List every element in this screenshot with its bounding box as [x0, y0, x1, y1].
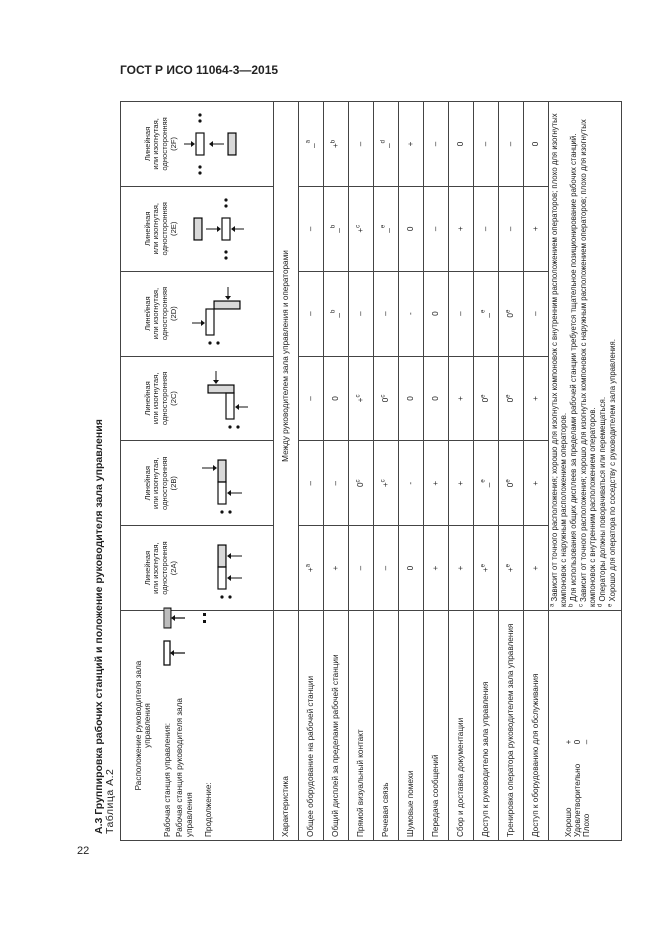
table-row [299, 102, 324, 841]
rating-value: 0 [431, 311, 441, 316]
rating-cell [424, 102, 449, 187]
legend-workstation-label: Рабочая станция управления: [162, 722, 172, 837]
supervisor-symbol-icon [161, 602, 187, 632]
rating-value: 0 [506, 397, 516, 403]
rating-value: – [306, 480, 316, 486]
rating-cell [399, 356, 424, 441]
footnote-mark: e [505, 394, 512, 398]
row-label: Прямой визуальный контакт [349, 611, 374, 841]
row-label: Общий дисплей за пределами рабочей станции [324, 611, 349, 841]
rating-cell [499, 186, 524, 271]
rating-value: _ [381, 143, 391, 148]
legend-supervisor-label: Рабочая станция руководителя зала управления [175, 698, 194, 837]
rating-value: 0 [381, 397, 391, 403]
head-label: Расположение руководителя зала управления [134, 660, 153, 791]
footnote [550, 105, 568, 607]
table-row [449, 102, 474, 841]
rating-cell [349, 356, 374, 441]
table-row [399, 102, 424, 841]
rating-value: _ [331, 313, 341, 318]
layout-2d-icon [180, 279, 250, 349]
rating-cell [299, 186, 324, 271]
legend-notes-row [549, 102, 622, 841]
rating-cell [324, 441, 349, 526]
footnote-mark: e [505, 309, 512, 313]
rating-value: 0 [431, 396, 441, 401]
legend-ok-label: Удовлетворительно [573, 763, 583, 837]
rating-cell [349, 271, 374, 356]
rating-cell [374, 271, 399, 356]
rating-cell [449, 441, 474, 526]
rating-cell [399, 186, 424, 271]
rating-cell [499, 526, 524, 611]
rating-legend [549, 611, 622, 841]
rating-value: + [481, 567, 491, 573]
rating-cell [299, 441, 324, 526]
table-row [424, 102, 449, 841]
rating-cell [524, 526, 549, 611]
footnote-mark: a [549, 603, 556, 607]
rating-value: + [406, 141, 416, 147]
rating-cell [474, 102, 499, 187]
rating-value: + [456, 480, 466, 486]
footnote-mark: b [330, 309, 337, 313]
table-body [299, 102, 549, 841]
rating-value: – [306, 396, 316, 401]
footnote-mark: e [505, 479, 512, 483]
rating-value: + [331, 143, 341, 148]
rating-value: 0 [506, 313, 516, 318]
table-row [349, 102, 374, 841]
rating-value: – [356, 565, 366, 571]
rating-value: – [531, 311, 541, 316]
rating-cell [449, 271, 474, 356]
rating-cell [524, 186, 549, 271]
rating-value: 0 [531, 141, 541, 147]
rating-cell [524, 356, 549, 441]
rating-value: 0 [406, 226, 416, 232]
rating-value: + [456, 226, 466, 232]
rating-cell [424, 186, 449, 271]
rating-cell [499, 441, 524, 526]
legend-bad-symbol: – [582, 739, 592, 745]
footnote-mark: b [330, 224, 337, 229]
rating-value: – [306, 226, 316, 232]
rating-cell [374, 526, 399, 611]
legend-bad-label: Плохо [582, 813, 592, 837]
footnote-mark: c [578, 604, 585, 607]
rating-cell [449, 526, 474, 611]
section-title: А.3 Группировка рабочих станций и положение руководителя зала управления [93, 419, 105, 834]
rating-cell [349, 441, 374, 526]
footnote-mark: c [380, 394, 387, 398]
rating-value: 0 [406, 565, 416, 571]
rating-cell [399, 102, 424, 187]
rating-value: 0 [506, 482, 516, 488]
rating-cell [349, 186, 374, 271]
rating-value: – [331, 480, 341, 486]
footnote-mark: e [480, 394, 487, 398]
rating-cell [299, 102, 324, 187]
table-row [499, 102, 524, 841]
footnote-mark: b [568, 603, 575, 607]
rating-cell [474, 526, 499, 611]
rating-cell [374, 102, 399, 187]
column-header-2a: Линейная или изогнутая, односторонняя (2A) [121, 526, 274, 611]
footnote-mark: e [480, 564, 487, 568]
row-label: Речевая связь [374, 611, 399, 841]
legend-ok-symbol: 0 [573, 739, 583, 745]
rating-value: + [531, 396, 541, 401]
rating-cell [349, 102, 374, 187]
legend-good-symbol: + [564, 739, 573, 745]
rating-cell [424, 441, 449, 526]
column-header-2b: Линейная или изогнутая, односторонняя (2B) [121, 441, 274, 526]
rating-value: _ [331, 228, 341, 233]
continuation-symbol-icon [201, 610, 211, 624]
characteristic-label: Характеристика [274, 611, 299, 841]
rating-value: – [356, 141, 366, 147]
rating-cell [499, 102, 524, 187]
rating-value: – [381, 311, 391, 316]
table-label: Таблица А.2 [104, 768, 116, 834]
rating-value: _ [481, 313, 491, 318]
rating-value: + [331, 565, 341, 571]
rating-cell [374, 186, 399, 271]
column-header-2e: Линейная или изогнутая, односторонняя (2E) [121, 186, 274, 271]
rating-value: + [306, 567, 316, 573]
rating-cell [324, 526, 349, 611]
footnote-mark: c [355, 224, 362, 228]
rating-value: – [356, 311, 366, 316]
table-header-row [121, 102, 274, 841]
layout-2a-icon [180, 533, 250, 603]
rating-value: – [506, 141, 516, 147]
rating-cell [374, 356, 399, 441]
row-label: Передача сообщений [424, 611, 449, 841]
rating-cell [474, 271, 499, 356]
rating-value: + [431, 565, 441, 571]
document-header: ГОСТ Р ИСО 11064-3—2015 [120, 63, 279, 77]
footnote-mark: d [597, 603, 604, 607]
rating-value: + [356, 397, 366, 403]
rating-cell [299, 526, 324, 611]
legend-good-label: Хорошо [564, 807, 573, 837]
page-number: 22 [77, 845, 90, 857]
rating-cell [449, 186, 474, 271]
grouping-table [120, 101, 622, 841]
rating-cell [524, 441, 549, 526]
rating-value: - [406, 481, 416, 485]
footnote [579, 105, 597, 607]
rating-value: – [506, 226, 516, 232]
layout-2e-icon [180, 194, 250, 264]
rating-value: + [456, 396, 466, 401]
rating-cell [474, 356, 499, 441]
footnote-text: Зависит от точного расположения; хорошо для изогнутых компоновок с наружным расположением операторов; плохо для изогнутых компоновок с внутренним расположением операторов. [579, 119, 598, 607]
characteristic-row [274, 102, 299, 841]
rating-cell [474, 441, 499, 526]
footnote-text: Для использования общих дисплеев за пределами рабочей станции требуется тщательное позиционирование рабочих станций. [569, 133, 579, 602]
rating-value: _ [381, 228, 391, 233]
rating-cell [524, 271, 549, 356]
rating-cell [424, 356, 449, 441]
table-row [524, 102, 549, 841]
row-label: Шумовые помехи [399, 611, 424, 841]
footnote-mark: e [480, 479, 487, 483]
footnote [569, 105, 578, 607]
footnote-mark: e [607, 603, 614, 607]
footnotes [549, 102, 622, 611]
rating-value: 0 [406, 396, 416, 401]
footnote-mark: e [505, 564, 512, 568]
rating-value: – [481, 226, 491, 232]
rating-cell [424, 271, 449, 356]
rating-cell [449, 102, 474, 187]
rating-value: 0 [481, 397, 491, 403]
rating-value: – [481, 141, 491, 147]
layout-2b-icon [180, 448, 250, 518]
rating-cell [299, 271, 324, 356]
footnote [608, 105, 617, 607]
rating-value: + [531, 565, 541, 571]
rating-value: – [431, 141, 441, 147]
rating-cell [399, 441, 424, 526]
footnote-mark: d [380, 139, 387, 144]
rating-value: + [506, 567, 516, 573]
rating-value: – [381, 565, 391, 571]
rating-value: – [431, 226, 441, 232]
footnote-mark: b [330, 139, 337, 144]
footnote-mark: e [480, 309, 487, 313]
table-row [374, 102, 399, 841]
footnote-mark: c [355, 479, 362, 483]
row-label: Сбор и доставка документации [449, 611, 474, 841]
rotated-table-container [120, 101, 618, 841]
rating-cell [324, 271, 349, 356]
rating-value: - [406, 312, 416, 315]
rating-cell [499, 356, 524, 441]
layout-header-cell [121, 611, 274, 841]
column-header-2d: Линейная или изогнутая, односторонняя (2D) [121, 271, 274, 356]
rating-value: + [531, 226, 541, 232]
footnote-mark: a [305, 564, 312, 568]
rating-cell [374, 441, 399, 526]
footnote-mark: e [380, 224, 387, 229]
rating-value: – [306, 311, 316, 316]
rating-cell [324, 102, 349, 187]
rating-cell [399, 271, 424, 356]
rating-cell [424, 526, 449, 611]
legend-continuation-label: Продолжение: [204, 782, 214, 837]
footnote [598, 105, 607, 607]
column-header-2f: Линейная или изогнутая, односторонняя (2F) [121, 102, 274, 187]
rating-cell [324, 186, 349, 271]
layout-2c-icon [180, 363, 250, 433]
footnote-text: Зависит от точного расположения; хорошо для изогнутых компоновок с внутренним расположением операторов; плохо для изогнутых компоновок с наружным расположением операторов. [550, 113, 569, 607]
rating-value: + [431, 480, 441, 486]
rating-value: – [456, 311, 466, 316]
row-label: Тренировка оператора руководителем зала управления [499, 611, 524, 841]
footnote-mark: c [355, 394, 362, 398]
footnote-mark: c [380, 479, 387, 483]
footnote-mark: a [305, 139, 312, 144]
row-label: Доступ к руководителю зала управления [474, 611, 499, 841]
rating-value: _ [306, 143, 316, 148]
workstation-symbol-icon [161, 637, 187, 667]
layout-2f-icon [180, 109, 250, 179]
rating-cell [449, 356, 474, 441]
rating-value: + [456, 565, 466, 571]
table-row [324, 102, 349, 841]
rating-value: + [381, 482, 391, 488]
footnote-text: Операторы должны поворачиваться или перемещаться. [598, 397, 608, 602]
rating-cell [399, 526, 424, 611]
row-label: Общее оборудование на рабочей станции [299, 611, 324, 841]
footnote-text: Хорошо для оператора по соседству с руководителем зала управления. [608, 339, 618, 602]
rating-cell [524, 102, 549, 187]
rating-cell [349, 526, 374, 611]
row-label: Доступ к оборудованию для обслуживания [524, 611, 549, 841]
table-row [474, 102, 499, 841]
rating-value: 0 [456, 141, 466, 147]
rating-cell [474, 186, 499, 271]
rating-value: + [356, 227, 366, 233]
between-label: Между руководителем зала управления и операторами [274, 102, 299, 611]
rating-value: + [531, 480, 541, 486]
column-header-2c: Линейная или изогнутая, односторонняя (2C) [121, 356, 274, 441]
rating-cell [499, 271, 524, 356]
rating-value: 0 [331, 396, 341, 401]
rating-cell [324, 356, 349, 441]
rating-value: _ [481, 482, 491, 488]
rating-value: 0 [356, 482, 366, 488]
rating-cell [299, 356, 324, 441]
